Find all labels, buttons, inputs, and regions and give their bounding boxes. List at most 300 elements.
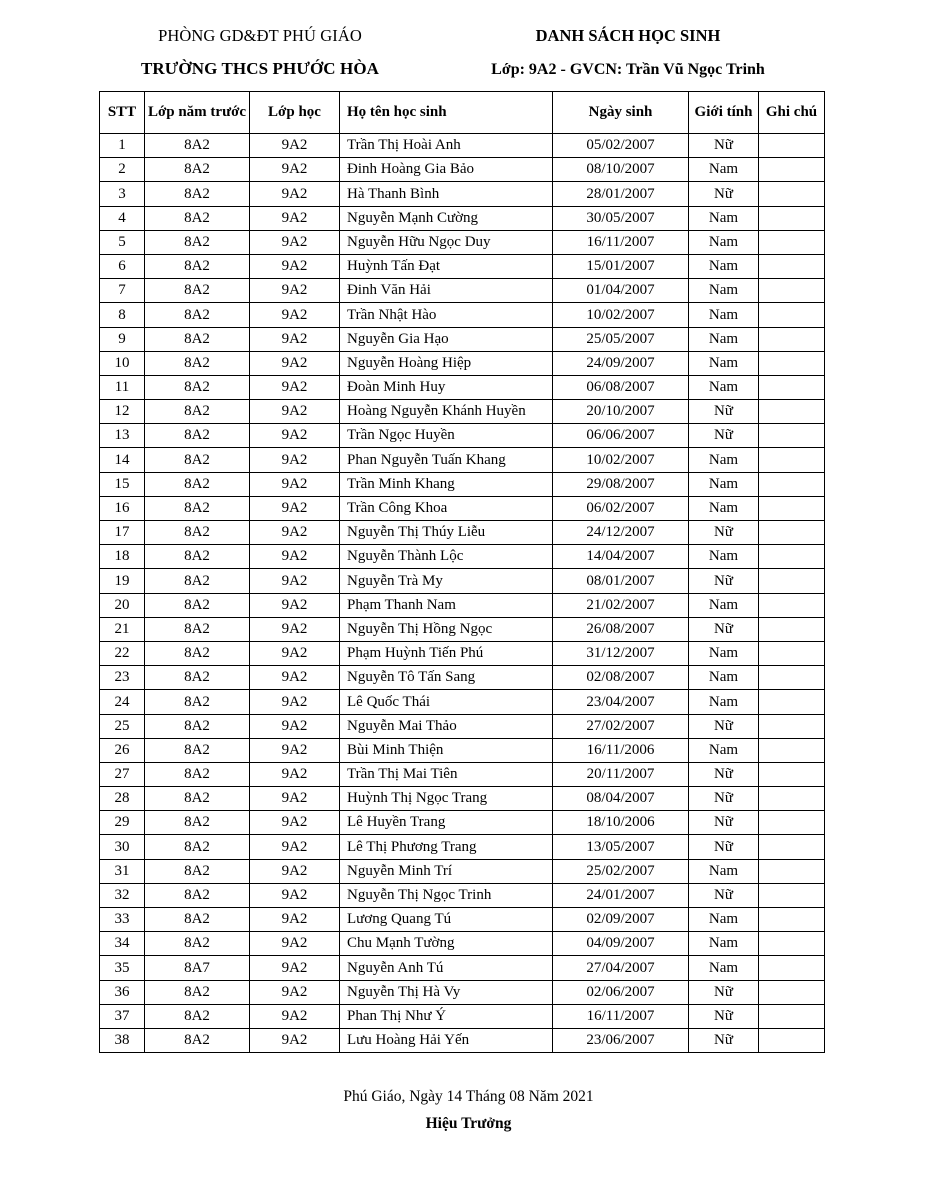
cell-previous-class: 8A2 [145, 1028, 250, 1052]
cell-note [759, 835, 825, 859]
cell-previous-class: 8A2 [145, 835, 250, 859]
cell-class: 9A2 [250, 956, 340, 980]
cell-stt: 12 [100, 400, 145, 424]
table-row [100, 666, 825, 690]
cell-stt: 36 [100, 980, 145, 1004]
cell-gender: Nam [689, 279, 759, 303]
cell-note [759, 980, 825, 1004]
cell-name: Hà Thanh Bình [340, 182, 553, 206]
cell-stt: 21 [100, 617, 145, 641]
cell-dob: 25/05/2007 [553, 327, 689, 351]
cell-dob: 23/04/2007 [553, 690, 689, 714]
student-roster-table [99, 91, 825, 1053]
cell-dob: 27/02/2007 [553, 714, 689, 738]
cell-stt: 4 [100, 206, 145, 230]
cell-previous-class: 8A2 [145, 254, 250, 278]
cell-dob: 24/12/2007 [553, 521, 689, 545]
cell-gender: Nam [689, 448, 759, 472]
cell-note [759, 714, 825, 738]
cell-stt: 1 [100, 134, 145, 158]
cell-class: 9A2 [250, 617, 340, 641]
cell-class: 9A2 [250, 811, 340, 835]
cell-previous-class: 8A2 [145, 134, 250, 158]
cell-stt: 11 [100, 375, 145, 399]
cell-stt: 19 [100, 569, 145, 593]
cell-name: Phan Thị Như Ý [340, 1004, 553, 1028]
cell-gender: Nữ [689, 521, 759, 545]
cell-class: 9A2 [250, 158, 340, 182]
table-row [100, 351, 825, 375]
cell-name: Lê Thị Phương Trang [340, 835, 553, 859]
cell-previous-class: 8A2 [145, 182, 250, 206]
cell-name: Phạm Thanh Nam [340, 593, 553, 617]
cell-note [759, 569, 825, 593]
column-header-dob: Ngày sinh [553, 92, 689, 134]
cell-gender: Nam [689, 956, 759, 980]
cell-class: 9A2 [250, 569, 340, 593]
table-row [100, 569, 825, 593]
cell-stt: 28 [100, 787, 145, 811]
cell-gender: Nam [689, 472, 759, 496]
table-row [100, 496, 825, 520]
cell-previous-class: 8A2 [145, 230, 250, 254]
cell-class: 9A2 [250, 303, 340, 327]
cell-class: 9A2 [250, 545, 340, 569]
cell-note [759, 206, 825, 230]
cell-class: 9A2 [250, 980, 340, 1004]
cell-dob: 18/10/2006 [553, 811, 689, 835]
cell-dob: 31/12/2007 [553, 641, 689, 665]
cell-name: Lưu Hoàng Hải Yến [340, 1028, 553, 1052]
cell-gender: Nam [689, 738, 759, 762]
cell-class: 9A2 [250, 641, 340, 665]
department-name: PHÒNG GD&ĐT PHÚ GIÁO [158, 26, 362, 45]
cell-previous-class: 8A2 [145, 738, 250, 762]
table-row [100, 690, 825, 714]
cell-stt: 22 [100, 641, 145, 665]
cell-previous-class: 8A2 [145, 859, 250, 883]
cell-dob: 15/01/2007 [553, 254, 689, 278]
cell-dob: 02/09/2007 [553, 908, 689, 932]
cell-previous-class: 8A2 [145, 545, 250, 569]
cell-note [759, 617, 825, 641]
table-row [100, 303, 825, 327]
cell-gender: Nữ [689, 883, 759, 907]
table-row [100, 327, 825, 351]
cell-previous-class: 8A2 [145, 521, 250, 545]
table-row [100, 762, 825, 786]
cell-dob: 16/11/2006 [553, 738, 689, 762]
cell-gender: Nam [689, 375, 759, 399]
cell-dob: 24/09/2007 [553, 351, 689, 375]
table-row [100, 134, 825, 158]
cell-class: 9A2 [250, 496, 340, 520]
cell-name: Lê Huyền Trang [340, 811, 553, 835]
cell-name: Bùi Minh Thiện [340, 738, 553, 762]
column-header-note: Ghi chú [759, 92, 825, 134]
cell-gender: Nam [689, 230, 759, 254]
cell-note [759, 1004, 825, 1028]
cell-name: Nguyễn Thị Hà Vy [340, 980, 553, 1004]
cell-note [759, 327, 825, 351]
cell-stt: 30 [100, 835, 145, 859]
cell-note [759, 472, 825, 496]
cell-class: 9A2 [250, 787, 340, 811]
cell-name: Trần Ngọc Huyền [340, 424, 553, 448]
cell-stt: 10 [100, 351, 145, 375]
cell-gender: Nam [689, 496, 759, 520]
cell-stt: 35 [100, 956, 145, 980]
cell-class: 9A2 [250, 932, 340, 956]
cell-previous-class: 8A2 [145, 472, 250, 496]
cell-previous-class: 8A2 [145, 424, 250, 448]
cell-class: 9A2 [250, 883, 340, 907]
cell-previous-class: 8A2 [145, 351, 250, 375]
cell-class: 9A2 [250, 230, 340, 254]
cell-class: 9A2 [250, 859, 340, 883]
cell-note [759, 521, 825, 545]
cell-previous-class: 8A2 [145, 327, 250, 351]
cell-gender: Nam [689, 593, 759, 617]
table-row [100, 424, 825, 448]
cell-name: Huỳnh Tấn Đạt [340, 254, 553, 278]
table-row [100, 980, 825, 1004]
cell-dob: 08/01/2007 [553, 569, 689, 593]
cell-previous-class: 8A2 [145, 908, 250, 932]
cell-stt: 18 [100, 545, 145, 569]
cell-note [759, 230, 825, 254]
cell-gender: Nữ [689, 762, 759, 786]
cell-name: Đinh Văn Hải [340, 279, 553, 303]
cell-class: 9A2 [250, 908, 340, 932]
cell-previous-class: 8A2 [145, 714, 250, 738]
cell-dob: 20/10/2007 [553, 400, 689, 424]
cell-gender: Nam [689, 206, 759, 230]
table-row [100, 787, 825, 811]
student-roster-table-container [99, 91, 824, 1053]
cell-dob: 08/10/2007 [553, 158, 689, 182]
cell-class: 9A2 [250, 472, 340, 496]
cell-gender: Nữ [689, 835, 759, 859]
cell-gender: Nữ [689, 980, 759, 1004]
cell-gender: Nam [689, 158, 759, 182]
cell-class: 9A2 [250, 375, 340, 399]
cell-class: 9A2 [250, 206, 340, 230]
cell-class: 9A2 [250, 666, 340, 690]
cell-gender: Nam [689, 303, 759, 327]
table-row [100, 932, 825, 956]
cell-gender: Nam [689, 545, 759, 569]
table-row [100, 859, 825, 883]
cell-dob: 13/05/2007 [553, 835, 689, 859]
cell-previous-class: 8A2 [145, 206, 250, 230]
cell-stt: 38 [100, 1028, 145, 1052]
cell-gender: Nam [689, 641, 759, 665]
table-row [100, 545, 825, 569]
cell-previous-class: 8A2 [145, 690, 250, 714]
cell-stt: 25 [100, 714, 145, 738]
table-row [100, 593, 825, 617]
cell-stt: 23 [100, 666, 145, 690]
cell-class: 9A2 [250, 593, 340, 617]
column-header-name: Họ tên học sinh [340, 92, 553, 134]
cell-class: 9A2 [250, 279, 340, 303]
cell-note [759, 1028, 825, 1052]
cell-stt: 9 [100, 327, 145, 351]
cell-stt: 32 [100, 883, 145, 907]
cell-previous-class: 8A2 [145, 641, 250, 665]
cell-previous-class: 8A2 [145, 303, 250, 327]
cell-note [759, 883, 825, 907]
cell-stt: 20 [100, 593, 145, 617]
cell-gender: Nam [689, 859, 759, 883]
table-row [100, 279, 825, 303]
cell-name: Trần Công Khoa [340, 496, 553, 520]
cell-stt: 8 [100, 303, 145, 327]
table-body [100, 134, 825, 1053]
school-name: TRƯỜNG THCS PHƯỚC HÒA [140, 59, 380, 78]
class-and-teacher-subtitle: Lớp: 9A2 - GVCN: Trần Vũ Ngọc Trinh [491, 61, 765, 78]
cell-stt: 17 [100, 521, 145, 545]
place-and-date: Phú Giáo, Ngày 14 Tháng 08 Năm 2021 [343, 1088, 594, 1105]
cell-dob: 26/08/2007 [553, 617, 689, 641]
cell-name: Nguyễn Thị Ngọc Trinh [340, 883, 553, 907]
cell-name: Nguyễn Minh Trí [340, 859, 553, 883]
cell-previous-class: 8A2 [145, 158, 250, 182]
column-header-previous-class: Lớp năm trước [145, 92, 250, 134]
cell-dob: 10/02/2007 [553, 303, 689, 327]
cell-gender: Nam [689, 254, 759, 278]
table-row [100, 908, 825, 932]
cell-name: Trần Nhật Hào [340, 303, 553, 327]
cell-dob: 02/06/2007 [553, 980, 689, 1004]
cell-class: 9A2 [250, 448, 340, 472]
table-row [100, 1028, 825, 1052]
cell-stt: 7 [100, 279, 145, 303]
cell-class: 9A2 [250, 400, 340, 424]
document-footer [0, 1088, 927, 1133]
cell-stt: 37 [100, 1004, 145, 1028]
table-row [100, 375, 825, 399]
letterhead-row-bottom [0, 59, 927, 79]
cell-note [759, 303, 825, 327]
table-row [100, 617, 825, 641]
table-row [100, 206, 825, 230]
cell-gender: Nữ [689, 714, 759, 738]
cell-class: 9A2 [250, 254, 340, 278]
cell-class: 9A2 [250, 762, 340, 786]
cell-stt: 24 [100, 690, 145, 714]
cell-gender: Nam [689, 327, 759, 351]
cell-name: Nguyễn Gia Hạo [340, 327, 553, 351]
table-row [100, 521, 825, 545]
table-row [100, 400, 825, 424]
table-row [100, 472, 825, 496]
cell-gender: Nam [689, 908, 759, 932]
cell-class: 9A2 [250, 521, 340, 545]
cell-stt: 27 [100, 762, 145, 786]
cell-gender: Nam [689, 666, 759, 690]
cell-class: 9A2 [250, 424, 340, 448]
cell-class: 9A2 [250, 1028, 340, 1052]
cell-dob: 20/11/2007 [553, 762, 689, 786]
column-header-class: Lớp học [250, 92, 340, 134]
cell-name: Nguyễn Mạnh Cường [340, 206, 553, 230]
cell-note [759, 134, 825, 158]
cell-dob: 16/11/2007 [553, 230, 689, 254]
cell-previous-class: 8A2 [145, 1004, 250, 1028]
table-row [100, 1004, 825, 1028]
cell-note [759, 666, 825, 690]
cell-name: Nguyễn Thị Thúy Liễu [340, 521, 553, 545]
table-row [100, 714, 825, 738]
cell-stt: 29 [100, 811, 145, 835]
cell-note [759, 496, 825, 520]
cell-dob: 02/08/2007 [553, 666, 689, 690]
cell-note [759, 738, 825, 762]
cell-gender: Nữ [689, 182, 759, 206]
cell-gender: Nam [689, 690, 759, 714]
cell-previous-class: 8A2 [145, 496, 250, 520]
cell-stt: 34 [100, 932, 145, 956]
letterhead [0, 26, 927, 86]
table-header-row [100, 92, 825, 134]
cell-previous-class: 8A2 [145, 448, 250, 472]
cell-dob: 23/06/2007 [553, 1028, 689, 1052]
cell-previous-class: 8A2 [145, 980, 250, 1004]
cell-name: Đinh Hoàng Gia Bảo [340, 158, 553, 182]
cell-note [759, 908, 825, 932]
cell-previous-class: 8A2 [145, 569, 250, 593]
cell-name: Hoàng Nguyễn Khánh Huyền [340, 400, 553, 424]
cell-dob: 27/04/2007 [553, 956, 689, 980]
cell-name: Phan Nguyễn Tuấn Khang [340, 448, 553, 472]
cell-stt: 13 [100, 424, 145, 448]
cell-previous-class: 8A2 [145, 400, 250, 424]
table-row [100, 956, 825, 980]
cell-previous-class: 8A2 [145, 593, 250, 617]
cell-dob: 06/08/2007 [553, 375, 689, 399]
cell-class: 9A2 [250, 738, 340, 762]
cell-name: Đoàn Minh Huy [340, 375, 553, 399]
cell-gender: Nữ [689, 400, 759, 424]
cell-previous-class: 8A2 [145, 787, 250, 811]
cell-gender: Nam [689, 932, 759, 956]
cell-note [759, 811, 825, 835]
cell-previous-class: 8A2 [145, 883, 250, 907]
cell-note [759, 641, 825, 665]
table-row [100, 883, 825, 907]
cell-dob: 14/04/2007 [553, 545, 689, 569]
cell-name: Lương Quang Tú [340, 908, 553, 932]
cell-note [759, 254, 825, 278]
cell-dob: 30/05/2007 [553, 206, 689, 230]
table-row [100, 641, 825, 665]
cell-note [759, 400, 825, 424]
cell-class: 9A2 [250, 690, 340, 714]
cell-gender: Nữ [689, 617, 759, 641]
cell-dob: 29/08/2007 [553, 472, 689, 496]
table-row [100, 230, 825, 254]
cell-previous-class: 8A2 [145, 762, 250, 786]
cell-stt: 31 [100, 859, 145, 883]
cell-name: Nguyễn Trà My [340, 569, 553, 593]
cell-gender: Nam [689, 351, 759, 375]
table-header [100, 92, 825, 134]
cell-previous-class: 8A2 [145, 375, 250, 399]
cell-stt: 5 [100, 230, 145, 254]
cell-stt: 33 [100, 908, 145, 932]
cell-name: Nguyễn Anh Tú [340, 956, 553, 980]
cell-class: 9A2 [250, 327, 340, 351]
table-row [100, 158, 825, 182]
cell-note [759, 787, 825, 811]
document-title: DANH SÁCH HỌC SINH [535, 26, 721, 45]
cell-class: 9A2 [250, 714, 340, 738]
cell-gender: Nữ [689, 569, 759, 593]
cell-note [759, 158, 825, 182]
cell-note [759, 593, 825, 617]
cell-class: 9A2 [250, 134, 340, 158]
cell-name: Lê Quốc Thái [340, 690, 553, 714]
cell-name: Phạm Huỳnh Tiến Phú [340, 641, 553, 665]
cell-previous-class: 8A2 [145, 811, 250, 835]
cell-gender: Nữ [689, 1028, 759, 1052]
cell-name: Nguyễn Thị Hồng Ngọc [340, 617, 553, 641]
cell-note [759, 351, 825, 375]
table-row [100, 811, 825, 835]
table-row [100, 835, 825, 859]
cell-dob: 06/06/2007 [553, 424, 689, 448]
cell-previous-class: 8A2 [145, 666, 250, 690]
signer-title: Hiệu Trưởng [425, 1115, 512, 1132]
letterhead-row-top [0, 26, 927, 46]
cell-name: Huỳnh Thị Ngọc Trang [340, 787, 553, 811]
cell-class: 9A2 [250, 835, 340, 859]
cell-name: Nguyễn Thành Lộc [340, 545, 553, 569]
cell-gender: Nữ [689, 134, 759, 158]
cell-note [759, 956, 825, 980]
cell-dob: 16/11/2007 [553, 1004, 689, 1028]
cell-previous-class: 8A2 [145, 279, 250, 303]
cell-gender: Nữ [689, 787, 759, 811]
cell-previous-class: 8A7 [145, 956, 250, 980]
cell-name: Trần Minh Khang [340, 472, 553, 496]
cell-note [759, 182, 825, 206]
cell-dob: 04/09/2007 [553, 932, 689, 956]
cell-name: Nguyễn Hữu Ngọc Duy [340, 230, 553, 254]
table-row [100, 254, 825, 278]
cell-note [759, 448, 825, 472]
column-header-stt: STT [100, 92, 145, 134]
cell-note [759, 932, 825, 956]
table-row [100, 738, 825, 762]
cell-note [759, 859, 825, 883]
cell-note [759, 424, 825, 448]
cell-note [759, 375, 825, 399]
cell-note [759, 762, 825, 786]
table-row [100, 182, 825, 206]
cell-name: Chu Mạnh Tường [340, 932, 553, 956]
cell-dob: 24/01/2007 [553, 883, 689, 907]
cell-dob: 10/02/2007 [553, 448, 689, 472]
cell-class: 9A2 [250, 182, 340, 206]
cell-previous-class: 8A2 [145, 617, 250, 641]
cell-stt: 26 [100, 738, 145, 762]
cell-note [759, 545, 825, 569]
cell-dob: 06/02/2007 [553, 496, 689, 520]
cell-gender: Nữ [689, 1004, 759, 1028]
